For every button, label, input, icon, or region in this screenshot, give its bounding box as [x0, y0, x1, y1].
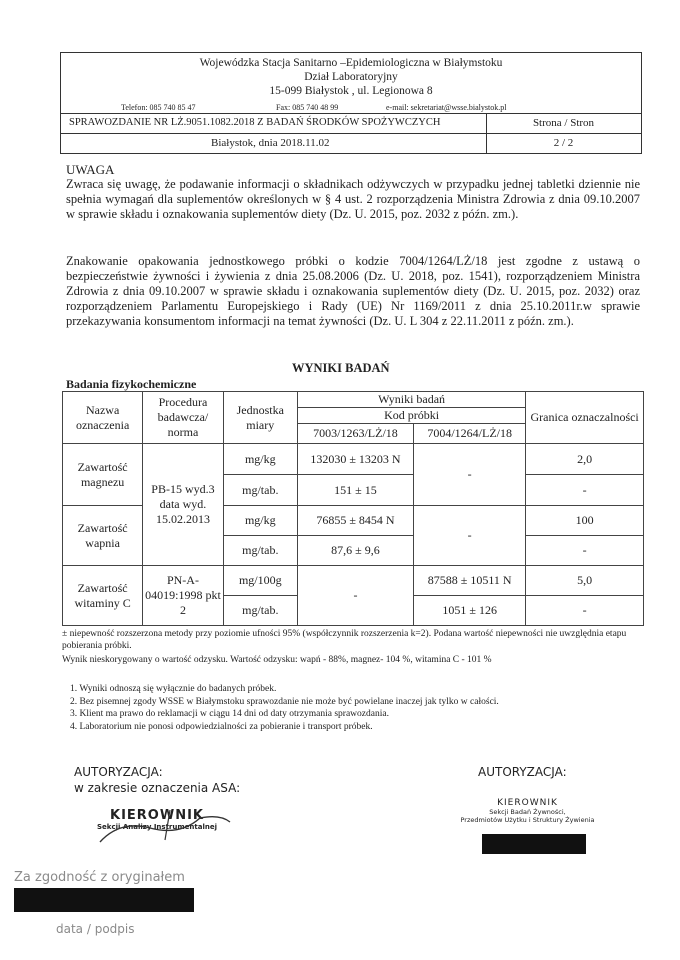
row-procedure: PN-A-04019:1998 pkt 2: [143, 566, 223, 626]
right-stamp: [440, 798, 615, 824]
col-name-header: Nazwa oznaczenia: [63, 392, 143, 444]
left-authorization-scope: w zakresie oznaczenia ASA:: [74, 781, 241, 795]
certification-date-signature: data / podpis: [56, 922, 135, 936]
row-unit: mg/100g: [223, 566, 297, 596]
header-divider-1: [61, 113, 641, 114]
row-limit: -: [526, 536, 644, 566]
row-sample1-value: -: [297, 566, 413, 626]
table-header-row: [63, 392, 644, 408]
row-sample1-value: 76855 ± 8454 N: [297, 506, 413, 536]
redaction-right: [482, 834, 586, 854]
row-unit: mg/tab.: [223, 536, 297, 566]
org-line-2: Dział Laboratoryjny: [304, 71, 398, 83]
row-sample1-value: 151 ± 15: [297, 475, 413, 506]
header-divider-2: [61, 133, 641, 134]
recovery-note: Wynik nieskorygowany o wartość odzysku. Wartość odzysku: wapń - 88%, magnez- 104 %, witamina C - 101 %: [62, 655, 492, 665]
row-name: Zawartość witaminy C: [63, 566, 143, 626]
table-row: [63, 566, 644, 596]
notice-text: Zwraca się uwagę, że podawanie informacji o składnikach odżywczych w przypadku jednej tabletki dziennie nie spełnia wymagań dla suplementów określonych w § 4 ust. 2 rozporządzenia Ministra Zdrowia z dnia 09.10.2007 w sprawie składu i oznakowania suplementów diety (Dz. U. 2015, poz. 2032 z późn. zm.).: [66, 177, 640, 221]
row-limit: 5,0: [526, 566, 644, 596]
col-results-header: Wyniki badań: [297, 392, 525, 408]
row-limit: -: [526, 475, 644, 506]
row-sample2-value: 1051 ± 126: [414, 596, 526, 626]
row-limit: -: [526, 596, 644, 626]
row-sample1-value: 132030 ± 13203 N: [297, 444, 413, 475]
conditions-list: [70, 683, 640, 733]
table-row: [63, 444, 644, 475]
condition-item: 3. Klient ma prawo do reklamacji w ciągu 14 dni od daty otrzymania sprawozdania.: [70, 709, 389, 719]
left-signature: [80, 800, 240, 850]
row-limit: 2,0: [526, 444, 644, 475]
org-email: e-mail: sekretariat@wsse.bialystok.pl: [386, 103, 507, 112]
row-unit: mg/tab.: [223, 596, 297, 626]
condition-item: 1. Wyniki odnoszą się wyłącznie do badanych próbek.: [70, 684, 277, 694]
row-procedure: PB-15 wyd.3 data wyd. 15.02.2013: [143, 444, 223, 566]
org-phone: Telefon: 085 740 85 47: [121, 103, 196, 112]
report-date: Białystok, dnia 2018.11.02: [211, 137, 330, 149]
col-procedure-header: Procedura badawcza/ norma: [143, 392, 223, 444]
left-authorization-label: AUTORYZACJA:: [74, 765, 163, 779]
row-sample2-value: -: [414, 444, 526, 506]
left-stamp-subtitle: Sekcji Analizy Instrumentalnej: [97, 823, 217, 831]
page-number: 2 / 2: [553, 137, 574, 149]
right-authorization-label: AUTORYZACJA:: [478, 765, 567, 779]
right-stamp-subtitle-1: Sekcji Badań Żywności,: [489, 808, 566, 816]
results-table: [62, 391, 644, 626]
row-name: Zawartość magnezu: [63, 444, 143, 506]
row-sample2-value: 87588 ± 10511 N: [414, 566, 526, 596]
row-unit: mg/kg: [223, 506, 297, 536]
org-name: [61, 56, 641, 98]
org-fax: Fax: 085 740 48 99: [276, 103, 339, 112]
page-label: Strona / Stron: [532, 117, 595, 129]
labeling-text: Znakowanie opakowania jednostkowego próbki o kodzie 7004/1264/LŻ/18 jest zgodne z ustawą o bezpieczeństwie żywności i żywienia z dnia 25.08.2006 (Dz. U. 2018, poz. 1541), rozporządzeniem Ministra Zdrowia z dnia 09.10.2007 w sprawie składu i oznakowania suplementów diety (Dz. U. 2015, poz. 2032) oraz rozporządzeniem Parlamentu Europejskiego i Rady (UE) Nr 1169/2011 z dnia 25.10.2011r.w sprawie przekazywania konsumentom informacji na temat żywności (Dz. U. L 304 z 22.11.2011 z późn. zm.).: [66, 254, 640, 328]
org-line-1: Wojewódzka Stacja Sanitarno –Epidemiologiczna w Białymstoku: [199, 57, 503, 69]
col-sample2-header: 7004/1264/LŻ/18: [414, 424, 526, 444]
col-sample-code-header: Kod próbki: [297, 408, 525, 424]
results-title: WYNIKI BADAŃ: [292, 361, 390, 375]
redaction-bottom: [14, 888, 194, 912]
col-unit-header: Jednostka miary: [223, 392, 297, 444]
row-sample2-value: -: [414, 506, 526, 566]
row-sample1-value: 87,6 ± 9,6: [297, 536, 413, 566]
row-unit: mg/kg: [223, 444, 297, 475]
row-limit: 100: [526, 506, 644, 536]
report-title: SPRAWOZDANIE NR LŻ.9051.1082.2018 Z BADAŃ ŚRODKÓW SPOŻYWCZYCH: [69, 117, 441, 128]
condition-item: 2. Bez pisemnej zgody WSSE w Białymstoku sprawozdanie nie może być powielane inaczej jak tylko w całości.: [70, 696, 499, 707]
report-header: [60, 52, 642, 154]
notice-heading: UWAGA: [66, 162, 115, 177]
left-stamp-title: KIEROWNIK: [110, 808, 204, 823]
condition-item: 4. Laboratorium nie ponosi odpowiedzialności za pobieranie i transport próbek.: [70, 721, 373, 732]
row-unit: mg/tab.: [223, 475, 297, 506]
results-section: Badania fizykochemiczne: [66, 377, 197, 391]
col-limit-header: Granica oznaczalności: [526, 392, 644, 444]
col-sample1-header: 7003/1263/LŻ/18: [297, 424, 413, 444]
right-stamp-subtitle-2: Przedmiotów Użytku i Struktury Żywienia: [460, 816, 595, 824]
org-line-3: 15-099 Białystok , ul. Legionowa 8: [269, 85, 433, 97]
row-name: Zawartość wapnia: [63, 506, 143, 566]
right-stamp-title: KIEROWNIK: [497, 798, 558, 808]
certification-line: Za zgodność z oryginałem: [14, 870, 185, 885]
uncertainty-note: ± niepewność rozszerzona metody przy poziomie ufności 95% (współczynnik rozszerzenia k=2). Podana wartość niepewności nie uwzględnia etapu pobierania próbki.: [62, 629, 627, 651]
